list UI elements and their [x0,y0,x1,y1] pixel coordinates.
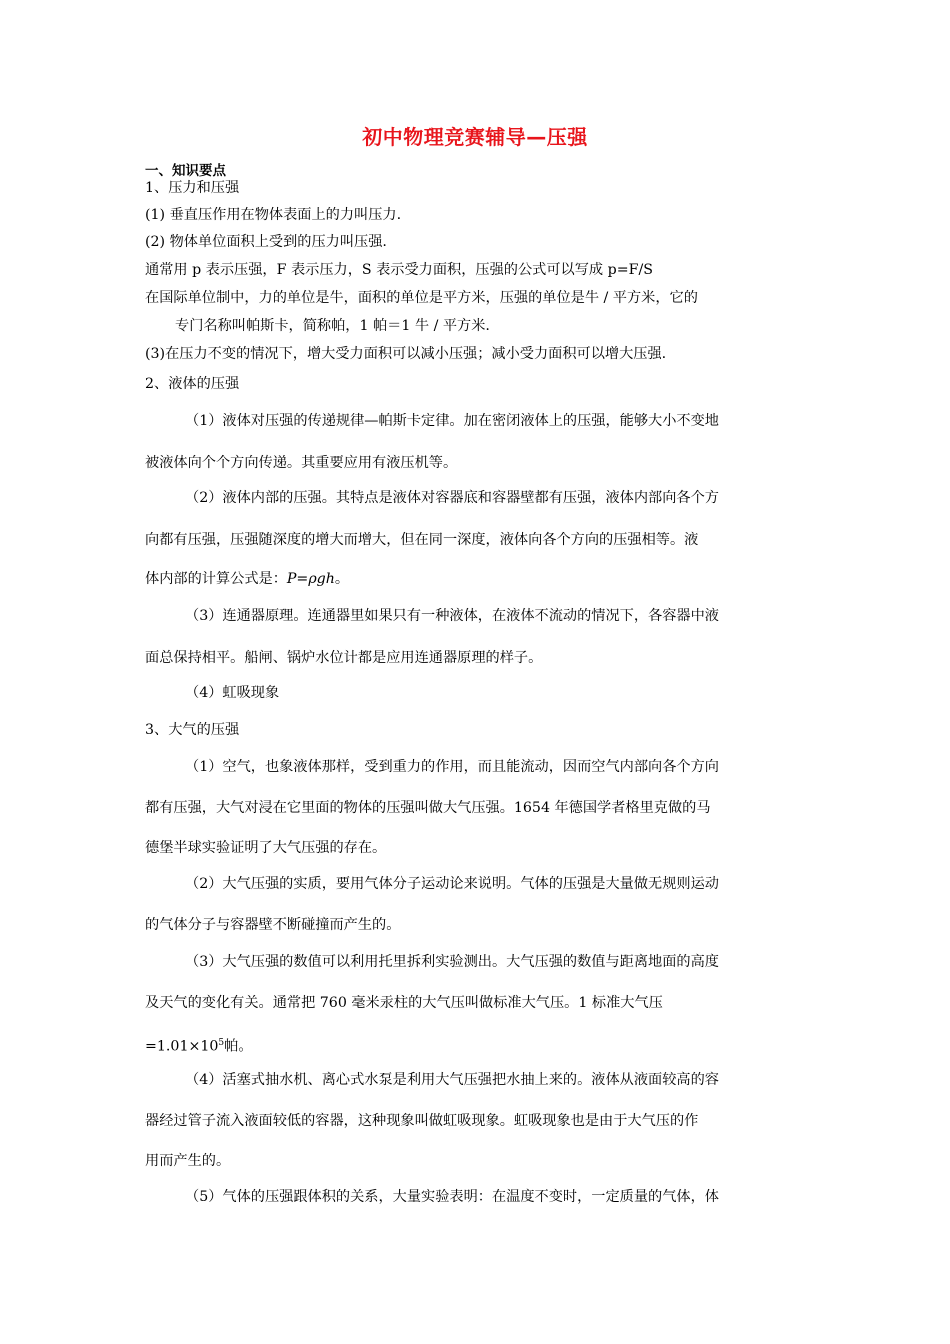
text-line: （2）液体内部的压强。其特点是液体对容器底和容器壁都有压强，液体内部向各个方 [185,490,719,506]
text-line: （4）活塞式抽水机、离心式水泵是利用大气压强把水抽上来的。液体从液面较高的容 [185,1072,719,1088]
text-line: 在国际单位制中，力的单位是牛，面积的单位是平方米，压强的单位是牛 / 平方米，它的 [145,290,698,306]
text-line: 都有压强，大气对浸在它里面的物体的压强叫做大气压强。1654 年德国学者格里克做的马 [145,800,711,816]
text-line: （5）气体的压强跟体积的关系，大量实验表明：在温度不变时，一定质量的气体，体 [185,1189,719,1205]
text-line: 用而产生的。 [145,1153,231,1169]
text-line: (2) 物体单位面积上受到的压力叫压强. [145,234,387,250]
exponent: 5 [218,1038,225,1048]
text-line: （4）虹吸现象 [185,685,280,701]
text-line: 向都有压强，压强随深度的增大而增大，但在同一深度，液体向各个方向的压强相等。液 [145,532,699,548]
punctuation: 。 [334,571,350,587]
text-line: (1) 垂直压作用在物体表面上的力叫压力. [145,207,402,223]
subsection-heading: 2、液体的压强 [145,376,240,392]
text-line: 德堡半球实验证明了大气压强的存在。 [145,840,387,856]
text-line [145,569,349,589]
text-line: 面总保持相平。船闸、锅炉水位计都是应用连通器原理的样子。 [145,650,543,666]
text-line: (3)在压力不变的情况下，增大受力面积可以减小压强；减小受力面积可以增大压强. [145,346,667,362]
unit-text: 帕。 [224,1038,253,1055]
text-line: （1）空气，也象液体那样，受到重力的作用，而且能流动，因而空气内部向各个方向 [185,759,719,775]
formula-intro: 体内部的计算公式是： [145,571,287,587]
subsection-heading: 1、压力和压强 [145,180,240,196]
text-line: （3）大气压强的数值可以利用托里拆利实验测出。大气压强的数值与距离地面的高度 [185,954,719,970]
text-line: （2）大气压强的实质，要用气体分子运动论来说明。气体的压强是大量做无规则运动 [185,876,719,892]
value-text: =1.01×10 [145,1038,219,1055]
text-line: （3）连通器原理。连通器里如果只有一种液体，在液体不流动的情况下，各容器中液 [185,608,719,624]
formula: P=ρgh [286,571,335,587]
text-line: 专门名称叫帕斯卡，简称帕，1 帕＝1 牛 / 平方米. [175,318,490,334]
text-line: 通常用 p 表示压强，F 表示压力，S 表示受力面积，压强的公式可以写成 p=F/S [145,262,653,278]
section-heading: 一、知识要点 [145,163,226,179]
document-title: 初中物理竞赛辅导—压强 [362,125,588,149]
subsection-heading: 3、大气的压强 [145,722,240,738]
text-line: 及天气的变化有关。通常把 760 毫米汞柱的大气压叫做标准大气压。1 标准大气压 [145,995,663,1011]
text-line: 被液体向个个方向传递。其重要应用有液压机等。 [145,455,458,471]
text-line: （1）液体对压强的传递规律—帕斯卡定律。加在密闭液体上的压强，能够大小不变地 [185,413,719,429]
text-line: 器经过管子流入液面较低的容器，这种现象叫做虹吸现象。虹吸现象也是由于大气压的作 [145,1113,699,1129]
text-line [145,1033,253,1057]
text-line: 的气体分子与容器壁不断碰撞而产生的。 [145,917,401,933]
